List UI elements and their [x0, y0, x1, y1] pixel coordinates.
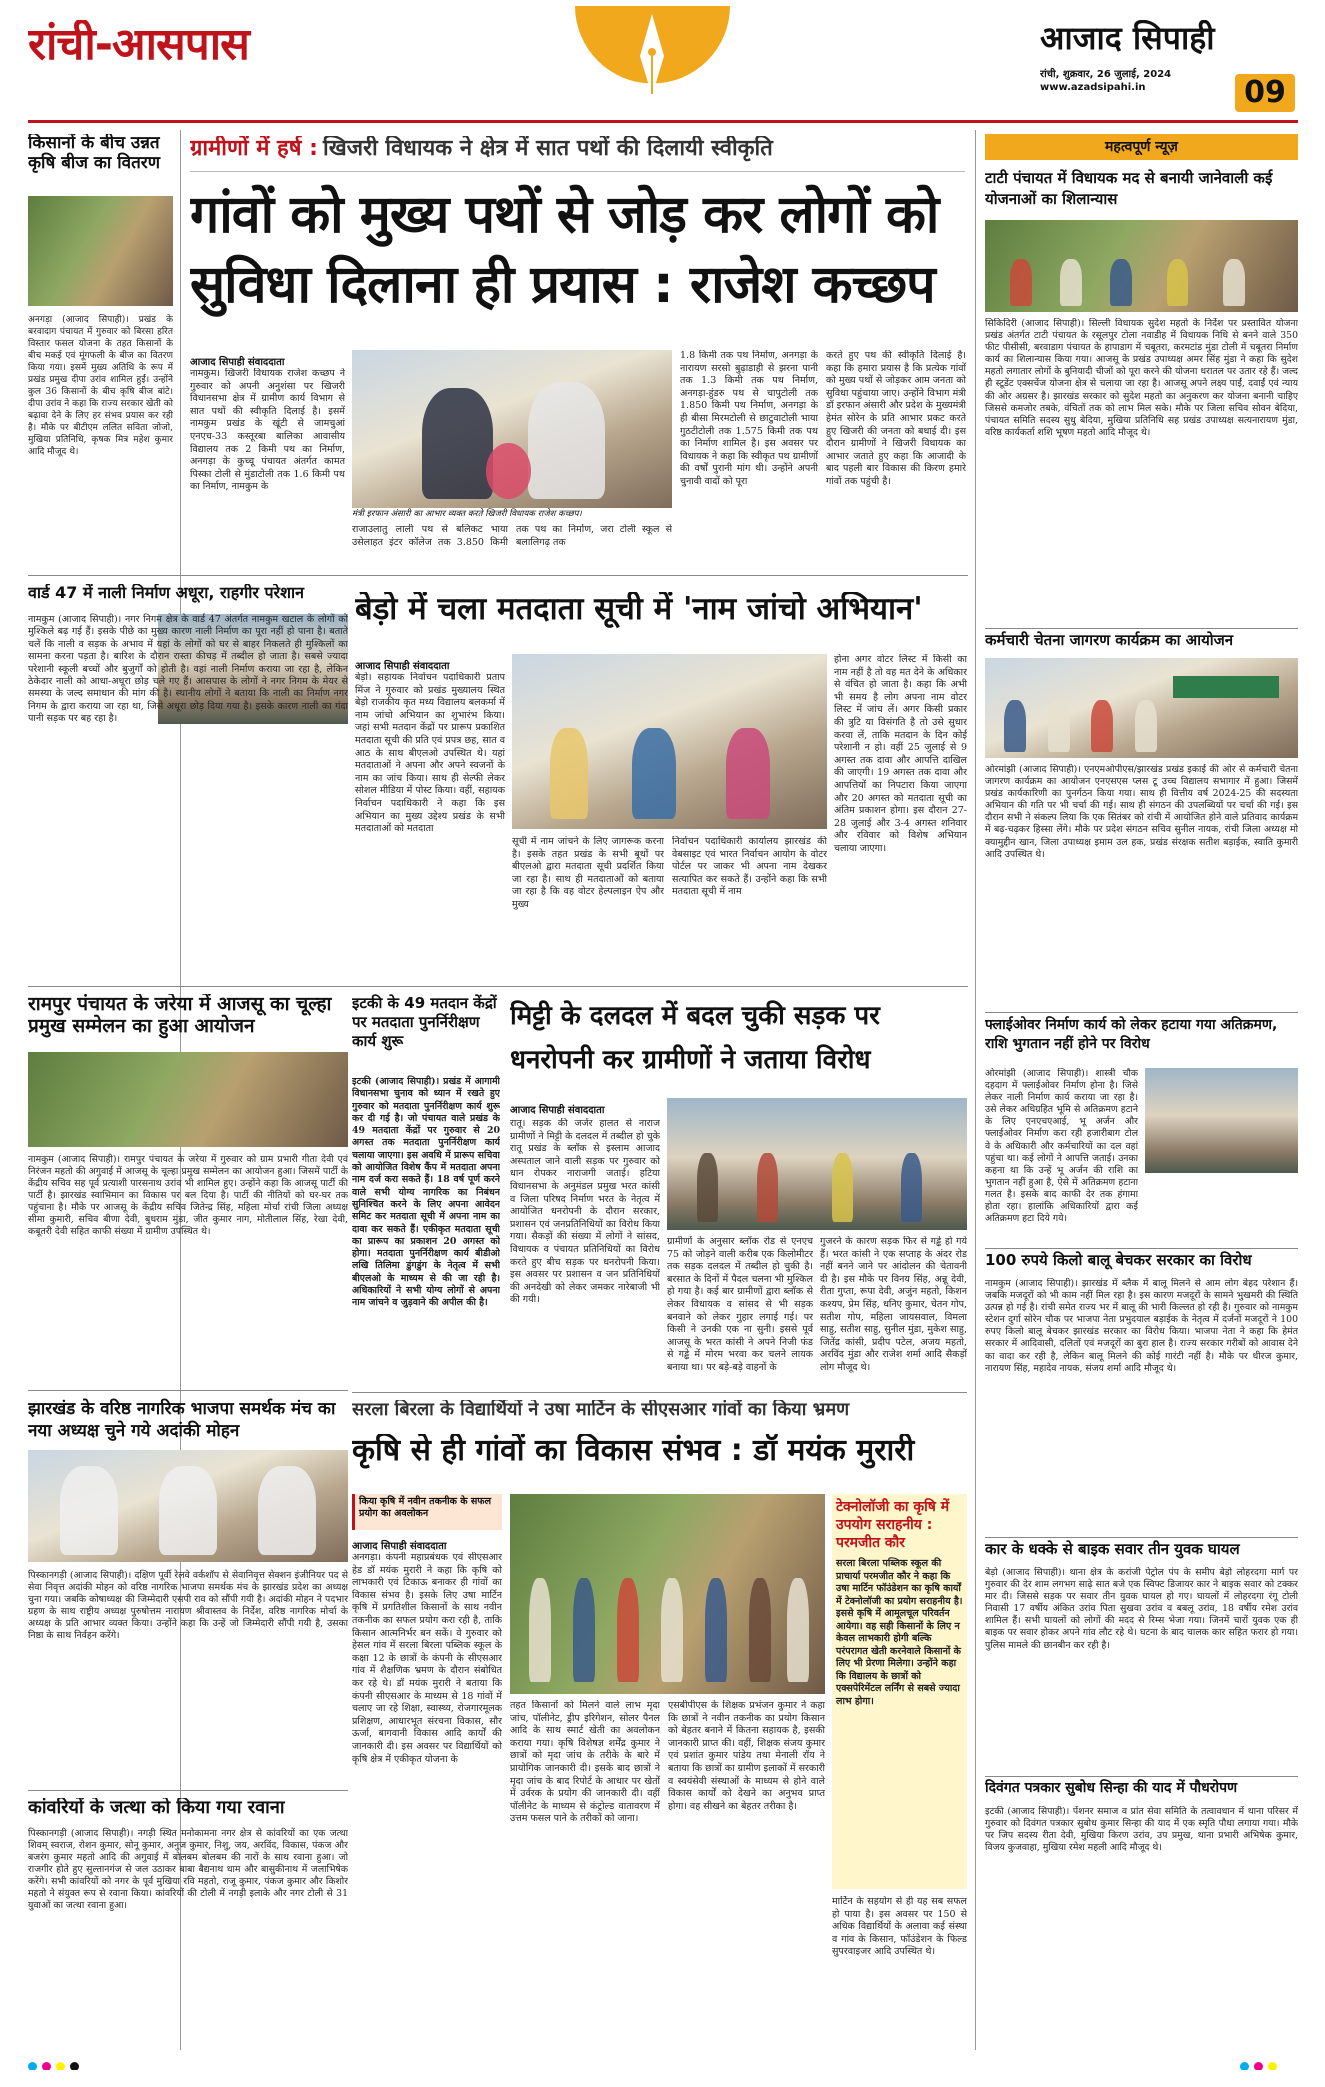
flyover-photo — [1145, 1068, 1298, 1173]
vishesh-header: महत्वपूर्ण न्यूज़ — [985, 134, 1298, 160]
color-registration-marks-right — [1240, 2056, 1300, 2070]
sarala-kicker: सरला बिरला के विद्यार्थियों ने उषा मार्टिन के सीएसआर गांवों का किया भ्रमण — [352, 1400, 850, 1420]
sudhosh-body: इटकी (आजाद सिपाही)। पेंशनर समाज व प्रांत सेवा समिति के तत्वावधान में थाना परिसर में गुरुवार को दिवंगत पत्रकार सुबोध कुमार सिन्हा की याद में एक स्मृति पौधा लगाया गया। मौके पर जिप सदस्य रीता देवी, मुखिया किरण उरांव, उप प्रमुख, थाना प्रभारी अभिषेक कुमार, विजय कुजवाहा, मुखिया रमेश महली आदि मौजूद थे। — [985, 1806, 1298, 1854]
bero-title: बेड़ो में चला मतदाता सूची में 'नाम जांचो अभियान' — [355, 592, 923, 627]
section-rule — [28, 1390, 348, 1391]
kisan-photo — [28, 196, 173, 306]
section-title: रांची-आसपास — [28, 20, 249, 70]
sudhosh-title: दिवंगत पत्रकार सुबोध सिन्हा की याद में पौधरोपण — [985, 1776, 1298, 1802]
sarala-photo — [510, 1494, 825, 1694]
sarala-sub: किया कृषि में नवीन तकनीक के सफल प्रयोग का अवलोकन — [352, 1494, 502, 1530]
tati-photo — [985, 220, 1298, 312]
bero-photo — [512, 654, 827, 829]
section-rule — [28, 986, 968, 987]
karmchari-photo — [985, 658, 1298, 758]
tech-title: टेक्नोलॉजी का कृषि में उपयोग सराहनीय : परमजीत कौर — [836, 1499, 950, 1551]
itki-article — [352, 994, 500, 1384]
bero-col1: बेड़ो। सहायक निर्वाचन पदाधिकारी प्रताप मिंज ने गुरुवार को प्रखंड मुख्यालय स्थित बेड़ो राजकीय कृत मध्य विद्यालय बलकर्मा में नाम जांचो अभियान का शुभारंभ किया। जहां सभी मतदान केंद्रों पर प्रारूप प्रकाशित मतदाता सूची की प्रति एवं प्रपत्र छह, सात व आठ के साथ बीएलओ उपस्थित थे। यहां मतदाताओं ने अपना और अपने स्वजनों के नाम का जांच किया। साथ ही सेल्फी लेकर सोशल मीडिया में पोस्ट किया। वहीं, सहायक निर्वाचन पदाधिकारी ने कहा कि इस अभियान का मुख्य उद्देश्य प्रखंड के सभी मतदाताओं को मतदाता — [355, 672, 505, 835]
mitti-photo — [667, 1098, 967, 1230]
sarala-col2: तहत किसानों को मिलने वाले लाभ मृदा जांच, पॉलीनेट, ड्रीप इरिगेशन, सोलर पैनल आदि के साथ स्मार्ट खेती का अवलोकन कराया गया। कृषि विशेषज्ञ शर्मेंद्र कुमार ने छात्रों को मृदा जांच के तरीके के बारे में प्रायोगिक जानकारी दी। इसके बाद छात्रों ने मृदा जांच के बाद रिपोर्ट के आधार पर खेतों में उर्वरक के प्रयोग की जानकारी दी। वहीं पॉलीनेट के माध्यम से कंट्रोल्ड वातावरण में उत्तम फसल पाने के तरीकों को जाना। — [510, 1700, 660, 1825]
bike-title: कार के धक्के से बाइक सवार तीन युवक घायल — [985, 1537, 1298, 1563]
column-rule — [975, 130, 976, 2050]
lead-col3: 1.8 किमी तक पथ निर्माण, अनगड़ा के नारायण सरसो बुढ़ाडाही से झरना पानी तक 1.3 किमी तक पथ निर्माण, अनगड़ा-हुंडरु पथ से चापुटोली तक 1.850 किमी पथ निर्माण, अनगड़ा के ही बीसा मिरमटोली से छाटुवाटोली भाया गुठटीटोली तक 1.575 किमी तक पथ का निर्माण शामिल है। इस अवसर पर विधायक ने कहा कि स्वीकृत पथ ग्रामीणों की वर्षों पुरानी मांग थी। उन्होंने अपनी चुनावी वादों को पूरा — [680, 350, 818, 487]
mohan-photo — [28, 1450, 348, 1562]
lead-title: गांवों को मुख्य पथों से जोड़ कर लोगों को सुविधा दिलाना ही प्रयास : राजेश कच्छप — [190, 185, 939, 315]
balu-body: नामकुम (आजाद सिपाही)। झारखंड में ब्लैक में बालू मिलने से आम लोग बेहद परेशान हैं। जबकि मजदूरों को भी काम नहीं मिल रहा है। इस कारण मजदूरों के सामने भुखमरी की स्थिति उत्पन्न हो गई है। रांची समेत राज्य भर में बालू की भारी किल्लत हो रही है। गुरुवार को नामकुम स्टेशन दुर्गा सोरेन चौक पर भाजपा नेता प्रभुदयाल बड़ाईक के नेतृत्व में दर्जनों मजदूरों ने 100 रुपए किलो बालू बेचकर झारखंड सरकार का विरोध किया। भाजपा नेता ने कहा कि हेमंत सरकार में आदिवासी, दलितों एवं मजदूरों का बुरा हाल है। राज्य सरकार गरीबों को आवास देने का वादा कर रही है, लेकिन बालू मिलने की कोई गारंटी नहीं है। मौके पर धीरज कुमार, नारायण सिंह, महादेव नायक, संजय शर्मा आदि मौजूद थे। — [985, 1278, 1298, 1374]
bero-byline: आजाद सिपाही संवाददाता — [355, 661, 450, 670]
kisan-body: अनगड़ा (आजाद सिपाही)। प्रखंड के बरवादाग पंचायत में गुरुवार को बिरसा हरित विस्तार फसल योजना के तहत किसानों के बीच मकई एवं मूंगफली के बीज का वितरण किया गया। इसमें मुख्य अतिथि के रूप में प्रखंड प्रमुख दीपा उरांव शामिल हुईं। उन्होंने कुल 36 किसानों के बीच कृषि बीज बांटे। दीपा उरांव ने कहा कि राज्य सरकार खेती को बढ़ावा देने के लिए हर संभव प्रयास कर रही है। मौके पर बीटीएम ललित सविता जोजो, मुखिया प्रतिनिधि, कृषक मित्र महेश कुमार आदि मौजूद थे। — [28, 315, 173, 457]
nali-body: नामकुम (आजाद सिपाही)। नगर निगम क्षेत्र के वार्ड 47 अंतर्गत नामकुम खटाल के लोगों को मुश्किले बढ़ गई हैं। इसके पीछे का मुख्य कारण नाली निर्माण का पूरा नहीं हो पाना है। बताते चलें कि नाली व सड़क के अभाव में यहां के लोगों को घर से बाहर निकलते ही मुश्किलों का सामना करना पड़ता है। बारिश के दौरान रास्ता कीचड़ में तब्दील हो जाता है। सबसे ज्यादा परेशानी स्कूली बच्चों और बुजुर्गों को होती है। वहां नाली निर्माण कराया जा रहा है, लेकिन ठेकेदार नाली को आधा-अधूरा छोड़ चले गए हैं। आसपास के लोगों ने नगर निगम के मेयर से समस्या के जल्द समाधान की मांग की है। स्थानीय लोगों ने बताया कि नाली का निर्माण नगर निगम के द्वारा कराया जा रहा था, जिसे अधूरा छोड़ दिया गया है। इसके कारण नाली का गंदा पानी सड़क पर बह रहा है। — [28, 614, 348, 725]
tati-title: टाटी पंचायत में विधायक मद से बनायी जानेवाली कई योजनाओं का शिलान्यास — [985, 169, 1273, 208]
lead-col-under: राजाउलातु लाली पथ से बलिकट भाया उसेलाहत इंटर कॉलेज तक 3.850 किमी तक पथ का निर्माण, जरा टोली स्कूल से बलालिगढ़ तक — [352, 524, 672, 548]
balu-title: 100 रुपये किलो बालू बेचकर सरकार का विरोध — [985, 1248, 1298, 1274]
sarala-col4: मार्टिन के सहयोग से ही यह सब सफल हो पाया है। इस अवसर पर 150 से अधिक विद्यार्थियों के अलावा कई संस्था व गांव के किसान, फॉउंडेशन के फिल्ड सुपरवाइजर आदि उपस्थित थे। — [832, 1896, 967, 1958]
nali-title: वार्ड 47 में नाली निर्माण अधूरा, राहगीर परेशान — [28, 584, 304, 602]
sarala-title: कृषि से ही गांवों का विकास संभव : डॉ मयंक मुरारी — [352, 1434, 915, 1468]
mohan-body: पिस्कानगड़ी (आजाद सिपाही)। दक्षिण पूर्वी रेलवे वर्कशॉप से सेवानिवृत्त सेक्शन इंजीनियर पद से सेवा निवृत्त अदांकी मोहन को वरिष्ठ नागरिक भाजपा समर्थक मंच के झारखंड प्रदेश का अध्यक्ष चुना गया। जबकि कोषाध्यक्ष की जिम्मेदारी एसपी राव को सौंपी गयी है। अदांकी मोहन ने पदभार ग्रहण के साथ राष्ट्रीय अध्यक्ष पुरुषोत्तम नारायण श्रीवास्तव के निर्देश, वरिष्ठ नागरिक मोर्चा के अध्यक्ष के प्रति आभार व्यक्त किया। उन्होंने कहा कि उन्हें जो जिम्मेदारी सौंपी गयी है, उसका निष्ठा के साथ निर्वहन करेंगे। — [28, 1570, 348, 1641]
mitti-col2: ग्रामीणों के अनुसार ब्लॉक रोड से एनएच 75 को जोड़ने वाली करीब एक किलोमीटर तक सड़क दलदल में तब्दील हो चुकी है। बरसात के दिनों में पैदल चलना भी मुश्किल हो गया है। कई बार ग्रामीणों द्वारा ब्लॉक से लेकर विधायक व सांसद से भी सड़क बनवाने को लेकर गुहार लगाई गई। पर किसी ने उनकी एक ना सुनी। इससे पूर्व आजसू के भरत कांसी ने अपने निजी फंड से गड्ढे में मोरम भरवा कर चलने लायक बनाया था। पर बड़े-बड़े वाहनों के — [667, 1236, 813, 1373]
pen-logo — [565, 6, 740, 116]
color-registration-marks — [28, 2056, 1298, 2070]
itki-title: इटकी के 49 मतदान केंद्रों पर मतदाता पुनर्निरीक्षण कार्य शुरू — [352, 994, 497, 1050]
lead-photo — [352, 350, 672, 508]
rampur-photo — [28, 1052, 348, 1147]
mitti-col1: रातू। सड़क की जर्जर हालत से नाराज ग्रामीणों ने मिट्टी के दलदल में तब्दील हो चुके रातू प्रखंड के ब्लॉक से इस्लाम आजाद अस्पताल जाने वाली सड़क पर गुरुवार को धान रोपकर नाराजगी जताई। हटिया विधानसभा के अनुमंडल प्रमुख भरत कांसी व जिला परिषद निर्माण भरत के नेतृत्व में आयोजित धनरोपनी के दौरान सरकार, प्रशासन एवं जनप्रतिनिधियों का विरोध किया गया। सैकड़ों की संख्या में लोगों ने सांसद, विधायक व पंचायत प्रतिनिधियों का विरोध करते हुए बीच सड़क पर धनरोपनी किया। इस अवसर पर प्रशासन व जन प्रतिनिधियों की अनदेखी को लेकर जमकर नारेबाजी भी की गयी। — [510, 1118, 660, 1306]
dateline: रांची, शुक्रवार, 26 जुलाई, 2024 — [1040, 69, 1172, 80]
section-rule — [352, 1392, 967, 1393]
bike-body: बेड़ो (आजाद सिपाही)। थाना क्षेत्र के करांजी पेट्रोल पंप के समीप बेड़ो लोहरदगा मार्ग पर गुरुवार की देर शाम लगभग साढ़े सात बजे एक स्विफ्ट डिजायर कार ने बाइक सवार को टक्कर मार दी। जिससे सड़क पर सवार तीन युवक घायल हो गए। घायलों में लोहरदगा रंगू टोली निवासी 17 वर्षीय अंकित उरांव पिता सुखवा उरांव व बबलू उरांव, 18 वर्षीय रमेश उरांव शामिल हैं। सभी घायलों को लोगों की मदद से रिम्स भेजा गया। जिनमें चारों युवक एक ही बाइक पर सवार होकर अपने गांव लौट रहे थे। घटना के बाद चालक कार सहित फरार हो गया। पुलिस मामले की छानबीन कर रही है। — [985, 1567, 1298, 1651]
flyover-title: फ्लाईओवर निर्माण कार्य को लेकर हटाया गया अतिक्रमण, राशि भुगतान नहीं होने पर विरोध — [985, 1012, 1298, 1060]
bero-col4: होना अगर वोटर लिस्ट में किसी का नाम नहीं है तो वह मत देने के अधिकार से वंचित हो जाता है। कहा कि अभी भी समय है लोग अपना नाम वोटर लिस्ट में जांच लें। अगर किसी प्रकार की त्रुटि या विसंगति है तो उसे सुधार करवा लें, ताकि मतदान के दिन कोई परेशानी न हो। वहीं 25 जुलाई से 9 अगस्त तक दावा और आपत्ति दाखिल की जाएगी। 19 अगस्त तक दावा और आपत्तियों का निपटारा किया जाएगा और 20 अगस्त को मतदाता सूची का अंतिम प्रकाशन होगा। इस दौरान 27-28 जुलाई और 3-4 अगस्त शनिवार और रविवार को विशेष अभियान चलाया जाएगा। — [834, 654, 967, 854]
tech-box — [832, 1494, 967, 1889]
website: www.azadsipahi.in — [1040, 82, 1146, 93]
mitti-col3: गुजरने के कारण सड़क फिर से गड्ढे हो गये हैं। भरत कांसी ने एक सप्ताह के अंदर रोड नहीं बनने जाने पर आंदोलन की चेतावनी दी है। इस मौके पर विनय सिंह, अन्नू देवी, रीता गुप्ता, रूपा देवी, अजुंन महतो, किशन कश्यप, प्रेम सिंह, धनिए कुमार, चेतन गोप, सतीश गोप, महिला जायसवाल, विमला साहु, सतीश साहु, सुनील मुंडा, मुकेश साहु, जितेंद्र कांसी, प्रदीप पटेल, अजय महतो, अरविंद मुंडा और राजेश शर्मा आदि सैकड़ों लोग मौजूद थे। — [820, 1236, 967, 1373]
rampur-title: रामपुर पंचायत के जरेया में आजसू का चूल्हा प्रमुख सम्मेलन का हुआ आयोजन — [28, 994, 332, 1037]
itki-body: इटकी (आजाद सिपाही)। प्रखंड में आगामी विधानसभा चुनाव को ध्यान में रखते हुए गुरुवार को मतदाता पुनर्निरीक्षण कार्य शुरू कर दी गई है। जो पंचायत वाले प्रखंड के 49 मतदाता केंद्रों पर गुरुवार से 20 अगस्त तक मतदाता पुनर्निरीक्षण कार्य चलाया जाएगा। इस अवधि में प्रारूप सचिवा को आयोजित विशेष कैंप में मतदाता अपना नाम दर्ज करा सकते हैं। 18 वर्ष पूर्ण करने वाले सभी योग्य नागरिक का निबंधन सुनिश्चित करने के लिए अपना आवेदन समिट कर मतदाता सूची में अपना नाम का दावा कर सकते हैं। एकीकृत मतदाता सूची का प्रारूप का प्रकाशन 20 अगस्त को होगा। मतदाता पुनर्निरीक्षण कार्य बीडीओ लखि तिलिमा डुंगडुंग के नेतृत्व में सभी बीएलओ के माध्यम से की जा रही है। अधिकारियों ने सभी योग्य लोगों से अपना नाम जांचने व जुड़वाने की अपील की है। — [352, 1076, 500, 1309]
section-rule — [28, 575, 968, 576]
sarala-col1: अनगड़ा। कंपनी महाप्रबंधक एवं सीएसआर हेड डॉ मयंक मुरारी ने कहा कि कृषि को लाभकारी एवं टिकाऊ बनाकर ही गांवों का विकास संभव है। इसके लिए उषा मार्टिन कृषि में प्रगतिशील किसानों के साथ नवीन तकनीक का सफल प्रयोग करा रही है, ताकि किसान आत्मनिर्भर बन सकें। वे गुरुवार को हेसल गांव में सरला बिरला पब्लिक स्कूल के कक्षा 12 के छात्रों के कंपनी के सीएसआर गांव में शैक्षणिक भ्रमण के दौरान संबोधित कर रहे थे। डॉ मयंक मुरारी ने बताया कि कंपनी सीएसआर के माध्यम से 18 गांवों में चलाए जा रहे शिक्षा, स्वास्थ्य, रोजगारमूलक प्रशिक्षण, आधारभूत संरचना विकास, सौर ऊर्जा, बागवानी विकास आदि कार्यों की जानकारी दी। इस अवसर पर विद्यार्थियों को कृषि क्षेत्र में एकीकृत योजना के — [352, 1552, 502, 1765]
rampur-article — [28, 994, 348, 1349]
mitti-byline: आजाद सिपाही संवाददाता — [510, 1105, 605, 1114]
kanwar-article — [28, 1798, 348, 2048]
masthead-rule — [28, 120, 1298, 123]
lead-col1: नामकुम। खिजरी विधायक राजेश कच्छप ने गुरुवार को अपनी अनुशंसा पर खिजरी विधानसभा क्षेत्र में ग्रामीण कार्य विभाग से सात पथों की स्वीकृति दिलाई है। इसमें नामकुम प्रखंड के खूंटी से जामचुआं एनएच-33 कस्तूरबा बालिका आवासीय विद्यालय तक 2 किमी पथ का निर्माण, अनगड़ा के कुच्चू पंचायत अंतर्गत कामत पिस्का टोली से मुंडाटोली तक 1.6 किमी पथ का निर्माण, नामकुम के — [190, 368, 345, 493]
kanwar-body: पिस्कानगड़ी (आजाद सिपाही)। नगड़ी स्थित मनोकामना नगर क्षेत्र से कांवरियों का एक जत्था शिवम् स्वराज, रोशन कुमार, सोनू कुमार, अनुज कुमार, निशु, जय, अरविंद, विकास, पंकज और बजरंग कुमार महतो आदि की अगुवाई में बोलबम बोलबम की नारों के साथ रवाना हुआ। जो राजगीर होते हुए सुल्तानगंज से जल उठाकर बाबा बैद्यनाथ धाम और बासुकीनाथ में जलाभिषेक करेंगे। सभी कांवरियों को नगर के पूर्व मुखिया रवि महतो, राजू कुमार, पंकज कुमार और किशोर महतो ने संयुक्त रूप से रवाना किया। कांवरियों की टोली में नगड़ी इलाके और नगर टोली से 31 युवाओं का जत्था रवाना हुआ। — [28, 1828, 348, 1911]
sarala-col3: एसबीपीएस के शिक्षक प्रभंजन कुमार ने कहा कि छात्रों ने नवीन तकनीक का प्रयोग किसान को बेहतर बनाने में कितना सहायक है, इसकी जानकारी प्राप्त की। वहीं, शिक्षक संजय कुमार एवं प्रशांत कुमार पांडेय तथा मेनाली रॉय ने बताया कि छात्रों का ग्रामीण इलाकों में सरकारी व स्वयंसेवी संस्थाओं के माध्यम से होने वाले विकास कार्यों को देखने का अनुभव प्राप्त होगा। वह सीखने का बेहतर तरीका है। — [668, 1700, 825, 1812]
kisan-title: किसानों के बीच उन्नत कृषि बीज का वितरण — [28, 134, 161, 173]
kanwar-title: कांवरियों के जत्था को किया गया रवाना — [28, 1798, 285, 1818]
lead-col4: करते हुए पथ की स्वीकृति दिलाई है। कहा कि हमारा प्रयास है कि प्रत्येक गांवों को मुख्य पथों से जोड़कर आम जनता को सुविधा पहुंचाया जाए। उन्होंने विभाग मंत्री डॉ इरफान अंसारी और प्रदेश के मुख्यमंत्री हेमंत सोरेन के प्रति आभार प्रकट करते हुए खिजरी की जनता को बधाई दी। इस दौरान ग्रामीणों ने खिजरी विधायक का आभार जताते हुए कहा कि आजादी के बाद पहली बार विकास की किरण हमारे गांवों तक पहुंची है। — [826, 350, 966, 487]
sarala-byline: आजाद सिपाही संवाददाता — [352, 1541, 447, 1550]
tati-body: सिकिदिरी (आजाद सिपाही)। सिल्ली विधायक सुदेश महतो के निर्देश पर प्रस्तावित योजना प्रखंड अंतर्गत टाटी पंचायत के रसूलपुर टोला नवाडीह में विधायक निधि से बनने वाले 350 फीट पीसीसी, बरवाडाग पंचायत के हापाडाग में चबूतरा, करमटांड मुंडा टोली में चबूतरा निर्माण कार्य का शिलान्यास किया गया। आजसू के प्रखंड उपाध्यक्ष अमर सिंह मुंडा ने कहा कि सुदेश महतो लगातार लोगों के बुनियादी चीजों को पूरा करने की योजना धरातल पर उतार रहे हैं। जल्द ही स्टूडेंट एक्सचेंज योजना क्षेत्र से चलाया जा रहा है। आजसू अपने लक्ष्य पाईं, दवाईं एवं न्याय की ओर अग्रसर है। झारखंड सरकार को सुदेश महतो का अनुकरण कर योजना बनानी चाहिए जिससे कमजोर तबके, वंचितों तक को लाभ मिल सके। मौके पर जिला सचिव सोवन बेदिया, पंचायत समिति सदस्य सुधु बेदिया, मुखिया प्रतिनिधि सह प्रखंड उपाध्यक्ष सत्यनारायण मुंडा, वरिष्ठ कार्यकर्ता शशि भूषण महतो आदि मौजूद थे। — [985, 318, 1298, 438]
bero-col2: सूची में नाम जांचने के लिए जागरूक करना है। इसके तहत प्रखंड के सभी बूथों पर बीएलओ द्वारा मतदाता सूची प्रदर्शित किया जा रहा है। साथ ही मतदाताओं को बताया जा रहा है कि वह वोटर हेल्पलाइन ऐप और मुख्य — [512, 836, 664, 910]
karmchari-title: कर्मचारी चेतना जागरण कार्यक्रम का आयोजन — [985, 628, 1298, 654]
mohan-title: झारखंड के वरिष्ठ नागरिक भाजपा समर्थक मंच का नया अध्यक्ष चुने गये अदांकी मोहन — [28, 1399, 336, 1441]
lead-byline: आजाद सिपाही संवाददाता — [190, 357, 285, 366]
lead-kicker: ग्रामीणों में हर्ष : खिजरी विधायक ने क्षेत्र में सात पथों की दिलायी स्वीकृति — [190, 136, 965, 172]
tech-body: सरला बिरला पब्लिक स्कूल की प्राचार्या परमजीत कौर ने कहा कि उषा मार्टिन फॉउंडेशन का कृषि कार्यों में टेक्नोलॉजी का प्रयोग सराहनीय है। इससे कृषि में आमूलचूल परिवर्तन आयेगा। वह सही किसानों के लिए न केवल लाभकारी होगी बल्कि परंपरागत खेती करनेवाले किसानों के लिए भी प्रेरणा मिलेगा। उन्होंने कहा कि विद्यालय के छात्रों को एक्सपेरिमेंटल लर्निंग से सबसे ज्यादा लाभ होगा। — [836, 1558, 963, 1707]
nali-article — [28, 584, 348, 984]
bero-col3: निर्वाचन पदाधिकारी कार्यालय झारखंड की वेबसाइट एवं भारत निर्वाचन आयोग के वोटर पोर्टल पर जाकर भी अपना नाम देखकर सत्यापित कर सकते हैं। उन्होंने कहा कि सभी मतदाता सूची में नाम — [672, 836, 827, 898]
rampur-body: नामकुम (आजाद सिपाही)। रामपुर पंचायत के जरेया में गुरुवार को ग्राम प्रभारी गीता देवी एवं निरंजन महतो की अगुवाई में आजसू के चूल्हा प्रमुख सम्मेलन का आयोजन हुआ। जिसमें पार्टी के केंद्रीय सचिव सह पूर्व प्रत्याशी पारसनाथ उरांव भी शामिल हुए। उन्होंने कहा कि आजसू पार्टी की पार्टी है। झारखंड स्वाभिमान का विकास पर बल दिया है। पार्टी की नीतियों को घर-घर तक पहुंचाना है। मौके पर आजसू के केंद्रीय सचिव जितेन्द्र सिंह, महिला मोर्चा रांची जिला अध्यक्ष सीमा कुमारी, सचिव बीणा देवी, बुधराम मुंडा, जीत कुमार नाग, मोतीलाल सिंह, रेखा देवी, कबूतरी देवी सहित काफी संख्या में ग्रामीण उपस्थित थे। — [28, 1154, 348, 1237]
paper-name: आजाद सिपाही — [1040, 20, 1215, 57]
section-rule — [28, 1790, 348, 1791]
mitti-title: मिट्टी के दलदल में बदल चुकी सड़क पर धनरोपनी कर ग्रामीणों ने जताया विरोध — [510, 1001, 880, 1075]
lead-photo-caption: मंत्री इरफान अंसारी का आभार व्यक्त करते खिजरी विधायक राजेश कच्छप। — [352, 508, 672, 522]
karmchari-body: ओरमांझी (आजाद सिपाही)। एनएमओपीएस/झारखंड प्रखंड इकाई की ओर से कर्मचारी चेतना जागरण कार्यक्रम का आयोजन एनएसएस प्लस टू उच्च विद्यालय सभागार में हुआ। जिसमें प्रखंड कार्यकारिणी का पुनर्गठन किया गया। साथ ही वित्तीय वर्ष 2024-25 की सदस्यता अभियान की गति पर भी चर्चा की गई। साथ ही संगठन की उपलब्धियों पर चर्चा की गई। इस दौरान सभी ने संकल्प लिया कि एक सितंबर को रांची में आयोजित होने वाले प्रतिवाद कार्यक्रम में बढ़-चढ़कर हिस्सा लेंगे। मौके पर प्रदेश संगठन सचिव सुनील नायक, रांची जिला अध्यक्ष मो क्यामुद्दीन खान, जिला उपाध्यक्ष इमाम उल हक, प्रखंड संरक्षक सतीश बड़ाईक, स्वाति कुमारी आदि उपस्थित थे। — [985, 764, 1298, 860]
mohan-article — [28, 1398, 348, 1788]
kisan-article — [28, 134, 173, 604]
flyover-body: ओरमांझी (आजाद सिपाही)। शास्त्री चौक दहदाग में फ्लाईओवर निर्माण होना है। जिसे लेकर नाली निर्माण कार्य कराया जा रहा है। उसे लेकर अधिग्रहित भूमि से अतिक्रमण हटाने के लिए एनएचएआई, भू अर्जन और फ्लाईओवर निर्माण करा रही हजारीबाग टोल वे के अधिकारी और कर्मचारियों का दल वहां पहुंचा था। कई लोगों ने आपत्ति जताई। उनका कहना था कि उन्हें भू अर्जन की राशि का भुगतान नहीं हुआ है, ऐसे में अतिक्रमण हटाना गलत है। इसके बाद काफी देर तक हंगामा होता रहा। हालांकि अधिकारियों द्वारा कई अतिक्रमण हटा दिये गये। — [985, 1068, 1138, 1225]
page-number-badge: 09 — [1235, 74, 1295, 112]
